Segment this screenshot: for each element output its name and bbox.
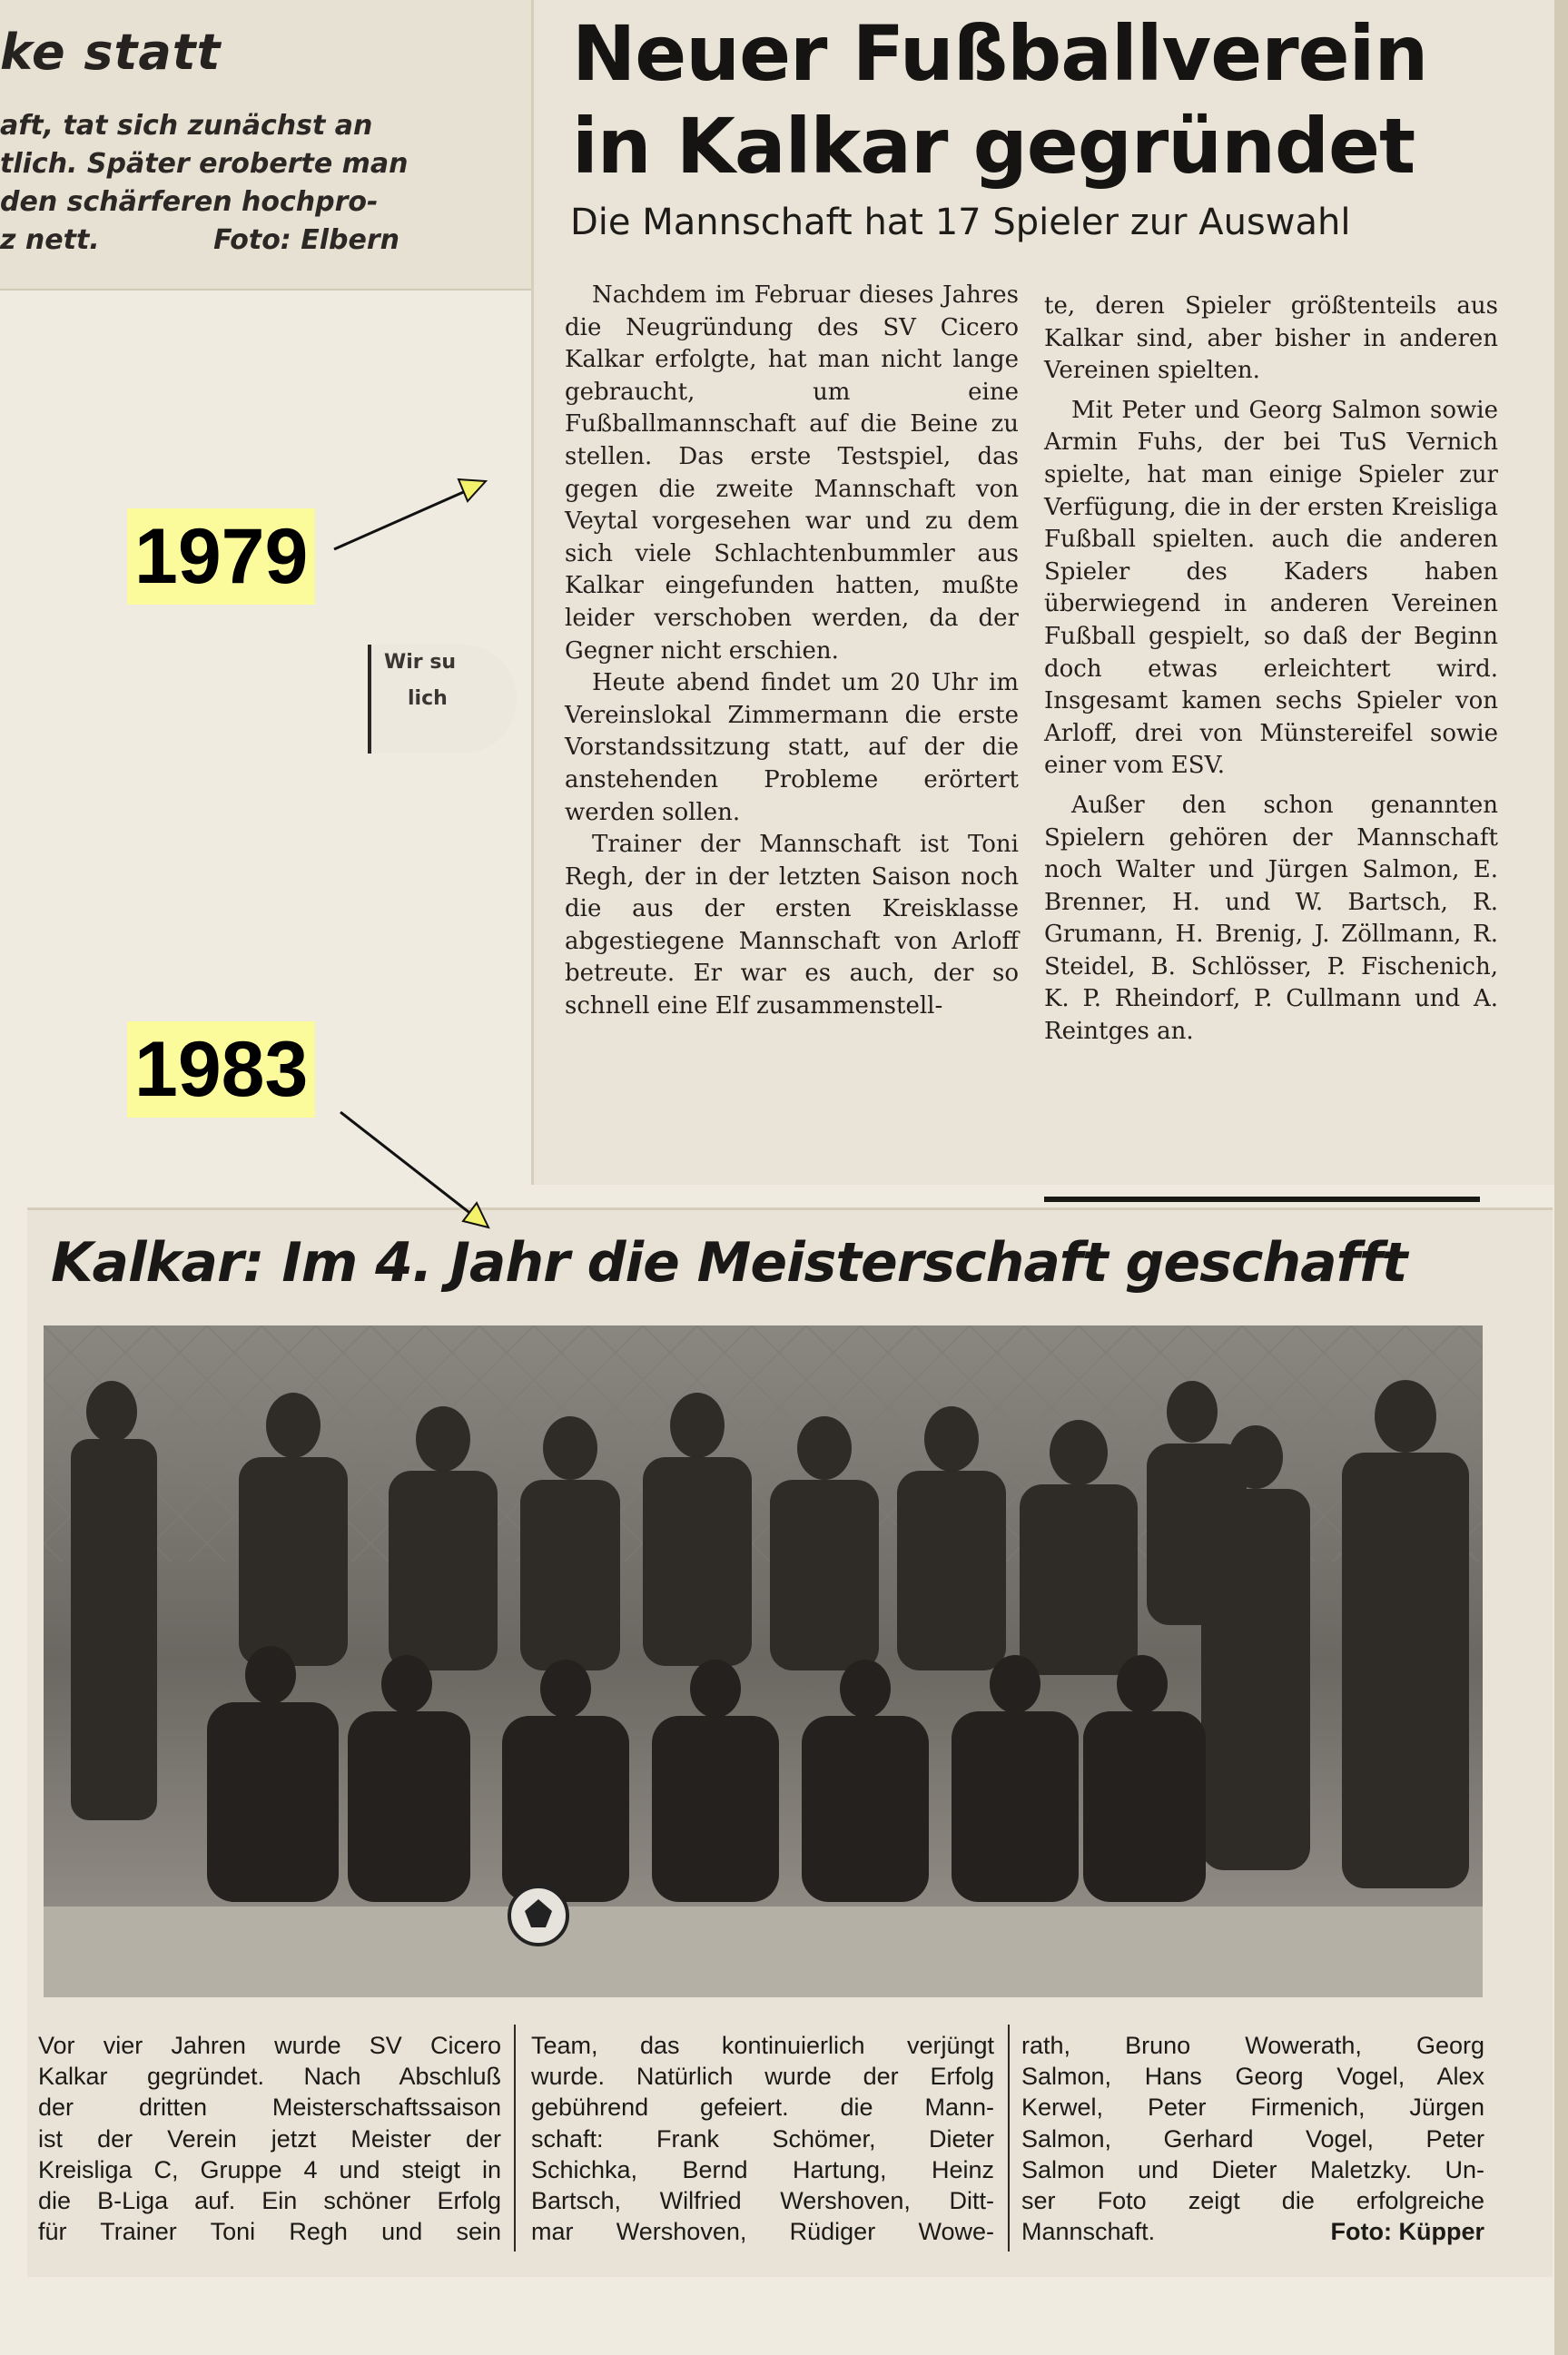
torn-fragment-line: lich (408, 687, 448, 710)
text-line: für Trainer Toni Regh und sein (38, 2218, 501, 2246)
paragraph: Heute abend findet um 20 Uhr im Vereinslokal Zimmermann die erste Vorstandssitzung statt, auf der die anstehenden Probleme erörtert werden sollen. (565, 669, 1019, 826)
column-divider (1008, 2025, 1010, 2252)
torn-fragment-line: Wir su (384, 651, 457, 674)
fragment-line: aft, tat sich zunächst an (0, 110, 373, 142)
year-label-1979: 1979 (127, 508, 315, 605)
article-1983-column-3 (1021, 2030, 1484, 2247)
text-line (1021, 2216, 1484, 2247)
paragraph: Trainer der Mannschaft ist Toni Regh, der in der letzten Saison noch die aus der ersten Kreisklasse abgestiegene Mannschaft von Arloff betreute. Er war es auch, der so schnell eine Elf zusammenstell- (565, 831, 1019, 1020)
text-line: Salmon, Gerhard Vogel, Peter (1021, 2124, 1484, 2153)
text-line: gebührend gefeiert. die Mann- (531, 2094, 994, 2122)
article-1983-column-1 (38, 2030, 501, 2247)
text-line: Kalkar gegründet. Nach Abschluß (38, 2063, 501, 2091)
team-photo (44, 1325, 1483, 1997)
paragraph: Außer den schon genannten Spielern gehören der Mannschaft noch Walter und Jürgen Salmon, E. Brenner, H. und W. Bartsch, R. Grumann, H. Brenig, J. Zöllmann, R. Steidel, B. Schlösser, P. Fischenich, K. P. Rheindorf, P. Cullmann und A. Reintges an. (1044, 791, 1498, 1046)
arrow-1979 (334, 479, 486, 549)
paragraph: te, deren Spieler größtenteils aus Kalkar sind, aber bisher in anderen Vereinen spielten. (1044, 292, 1498, 385)
text-line: Kreisliga C, Gruppe 4 und steigt in (38, 2155, 501, 2183)
text-line: wurde. Natürlich wurde der Erfolg (531, 2063, 994, 2091)
text-line: Vor vier Jahren wurde SV Cicero (38, 2032, 501, 2059)
text-line: Team, das kontinuierlich verjüngt (531, 2032, 994, 2059)
text-line: die B-Liga auf. Ein schöner Erfolg (38, 2187, 501, 2215)
year-label-1983: 1983 (127, 1021, 315, 1118)
fragment-line-text: z nett. (0, 224, 100, 256)
text-line: rath, Bruno Wowerath, Georg (1021, 2032, 1484, 2059)
article-1983-headline: Kalkar: Im 4. Jahr die Meisterschaft geschafft (51, 1231, 1407, 1295)
text-line: ser Foto zeigt die erfolgreiche (1021, 2187, 1484, 2215)
team-photo-image (44, 1325, 1483, 1997)
text-line: der dritten Meisterschaftssaison (38, 2094, 501, 2122)
text-line: Bartsch, Wilfried Wershoven, Ditt- (531, 2187, 994, 2215)
headline-line: Neuer Fußballverein (572, 9, 1428, 98)
text-line: Kerwel, Peter Firmenich, Jürgen (1021, 2094, 1484, 2122)
paragraph: Nachdem im Februar dieses Jahres die Neugründung des SV Cicero Kalkar erfolgte, hat man nicht lange gebraucht, um eine Fußballmannschaft auf die Beine zu stellen. Das erste Testspiel, das gegen die zweite Mannschaft von Veytal vorgesehen war und zu dem sich viele Schlachtenbummler aus Kalkar eingefunden hatten, mußte leider verschoben werden, da der Gegner nicht erschien. (565, 281, 1019, 665)
paragraph: Mit Peter und Georg Salmon sowie Armin Fuhs, der bei TuS Vernich spielte, hat man einige Spieler zur Verfügung, die in der ersten Kreisliga Fußball spielten. auch die anderen Spieler des Kaders haben überwiegend in anderen Vereinen Fußball gespielt, so daß der Beginn doch etwas erleichtert wird. Insgesamt kamen sechs Spieler von Arloff, drei von Münstereifel sowie einer vom ESV. (1044, 396, 1498, 780)
photo-credit: Foto: Küpper (1330, 2218, 1484, 2246)
fragment-line: tlich. Später eroberte man (0, 148, 409, 180)
arrow-1983 (340, 1112, 488, 1227)
fragment-line: den schärferen hochpro- (0, 186, 379, 218)
text-line: ist der Verein jetzt Meister der (38, 2124, 501, 2153)
text-line: Salmon und Dieter Maletzky. Un- (1021, 2155, 1484, 2183)
text-line: schaft: Frank Schömer, Dieter (531, 2124, 994, 2153)
article-1983-column-2 (531, 2030, 994, 2247)
text-line: mar Wershoven, Rüdiger Wowe- (531, 2218, 994, 2246)
text-line: Schichka, Bernd Hartung, Heinz (531, 2155, 994, 2183)
fragment-heading: ke statt (0, 24, 222, 81)
fragment-photo-credit: Foto: Elbern (213, 224, 399, 256)
column-divider (514, 2025, 516, 2252)
headline-line: in Kalkar gegründet (572, 102, 1415, 191)
text-line-end: Mannschaft. (1021, 2218, 1156, 2246)
article-1979-subheadline: Die Mannschaft hat 17 Spieler zur Auswahl (570, 202, 1351, 243)
text-line: Salmon, Hans Georg Vogel, Alex (1021, 2063, 1484, 2091)
